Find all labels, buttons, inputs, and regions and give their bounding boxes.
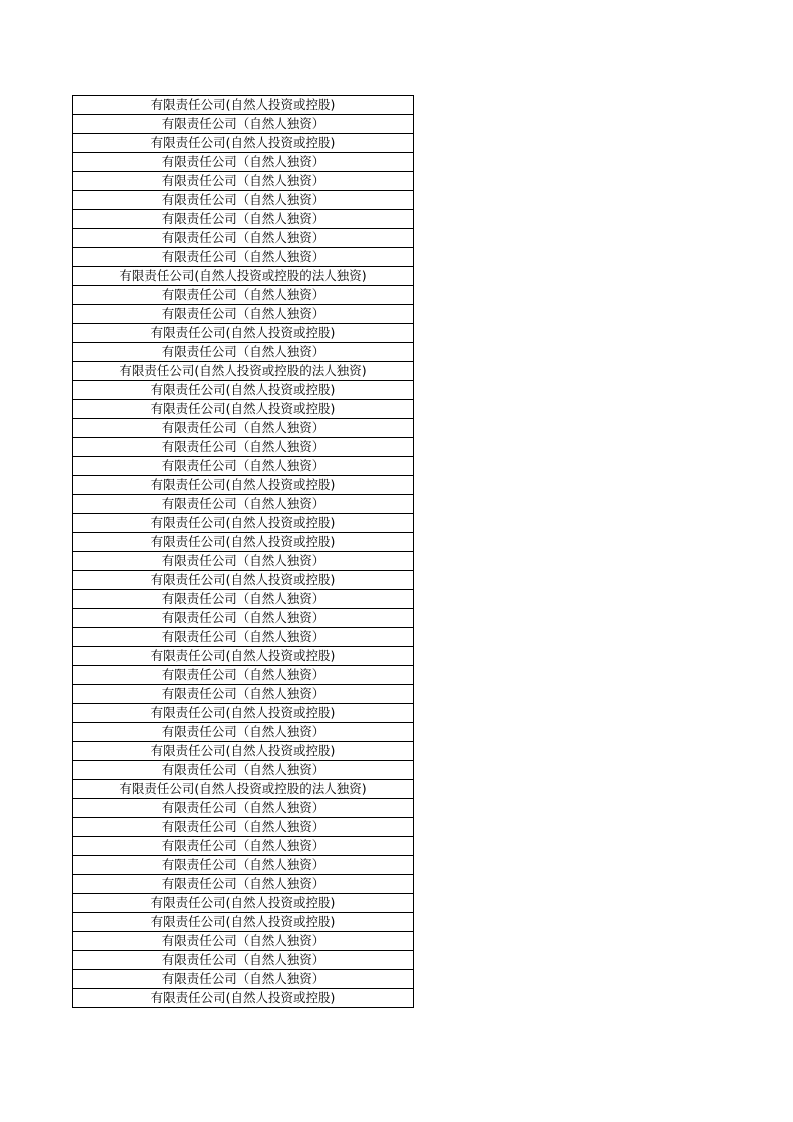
table-row: [73, 514, 414, 533]
company-type-cell[interactable]: 有限责任公司（自然人独资）: [73, 723, 414, 742]
table-row: [73, 343, 414, 362]
company-type-cell[interactable]: 有限责任公司（自然人独资）: [73, 248, 414, 267]
company-type-cell[interactable]: 有限责任公司(自然人投资或控股): [73, 989, 414, 1008]
company-type-cell[interactable]: 有限责任公司（自然人独资）: [73, 495, 414, 514]
company-type-cell[interactable]: 有限责任公司（自然人独资）: [73, 666, 414, 685]
table-row: [73, 932, 414, 951]
table-row: [73, 666, 414, 685]
table-row: [73, 115, 414, 134]
table-row: [73, 419, 414, 438]
company-type-cell[interactable]: 有限责任公司(自然人投资或控股): [73, 134, 414, 153]
company-type-cell[interactable]: 有限责任公司（自然人独资）: [73, 685, 414, 704]
table-row: [73, 134, 414, 153]
table-row: [73, 818, 414, 837]
company-type-cell[interactable]: 有限责任公司（自然人独资）: [73, 172, 414, 191]
company-type-cell[interactable]: 有限责任公司（自然人独资）: [73, 115, 414, 134]
company-type-cell[interactable]: 有限责任公司（自然人独资）: [73, 951, 414, 970]
company-type-cell[interactable]: 有限责任公司(自然人投资或控股): [73, 381, 414, 400]
table-row: [73, 172, 414, 191]
company-type-cell[interactable]: 有限责任公司（自然人独资）: [73, 818, 414, 837]
company-type-cell[interactable]: 有限责任公司(自然人投资或控股): [73, 704, 414, 723]
table-row: [73, 875, 414, 894]
table-row: [73, 495, 414, 514]
company-type-cell[interactable]: 有限责任公司（自然人独资）: [73, 343, 414, 362]
company-type-cell[interactable]: 有限责任公司（自然人独资）: [73, 628, 414, 647]
table-row: [73, 799, 414, 818]
table-row: [73, 267, 414, 286]
company-type-cell[interactable]: 有限责任公司（自然人独资）: [73, 210, 414, 229]
table-row: [73, 153, 414, 172]
table-row: [73, 590, 414, 609]
table-row: [73, 913, 414, 932]
table-row: [73, 647, 414, 666]
company-type-cell[interactable]: 有限责任公司（自然人独资）: [73, 153, 414, 172]
company-type-cell[interactable]: 有限责任公司（自然人独资）: [73, 875, 414, 894]
table-row: [73, 305, 414, 324]
company-type-cell[interactable]: 有限责任公司(自然人投资或控股): [73, 742, 414, 761]
company-type-cell[interactable]: 有限责任公司(自然人投资或控股的法人独资): [73, 362, 414, 381]
company-type-cell[interactable]: 有限责任公司(自然人投资或控股): [73, 514, 414, 533]
company-type-cell[interactable]: 有限责任公司(自然人投资或控股): [73, 647, 414, 666]
company-type-cell[interactable]: 有限责任公司(自然人投资或控股): [73, 324, 414, 343]
company-type-cell[interactable]: 有限责任公司（自然人独资）: [73, 799, 414, 818]
company-type-cell[interactable]: 有限责任公司（自然人独资）: [73, 191, 414, 210]
table-row: [73, 742, 414, 761]
company-type-cell[interactable]: 有限责任公司(自然人投资或控股的法人独资): [73, 267, 414, 286]
company-type-cell[interactable]: 有限责任公司(自然人投资或控股): [73, 894, 414, 913]
table-row: [73, 989, 414, 1008]
company-type-cell[interactable]: 有限责任公司（自然人独资）: [73, 609, 414, 628]
table-row: [73, 894, 414, 913]
table-row: [73, 438, 414, 457]
table-row: [73, 210, 414, 229]
company-type-cell[interactable]: 有限责任公司（自然人独资）: [73, 457, 414, 476]
company-type-cell[interactable]: 有限责任公司（自然人独资）: [73, 419, 414, 438]
table-row: [73, 609, 414, 628]
company-type-cell[interactable]: 有限责任公司（自然人独资）: [73, 932, 414, 951]
table-row: [73, 856, 414, 875]
table-row: [73, 628, 414, 647]
company-type-cell[interactable]: 有限责任公司（自然人独资）: [73, 590, 414, 609]
company-type-cell[interactable]: 有限责任公司(自然人投资或控股): [73, 571, 414, 590]
table-row: [73, 400, 414, 419]
table-row: [73, 723, 414, 742]
table-row: [73, 96, 414, 115]
company-type-cell[interactable]: 有限责任公司（自然人独资）: [73, 761, 414, 780]
table-row: [73, 362, 414, 381]
company-type-table-body: [73, 96, 414, 1008]
company-type-cell[interactable]: 有限责任公司（自然人独资）: [73, 856, 414, 875]
company-type-table: [72, 95, 414, 1008]
table-row: [73, 780, 414, 799]
table-row: [73, 571, 414, 590]
company-type-cell[interactable]: 有限责任公司(自然人投资或控股): [73, 533, 414, 552]
table-row: [73, 248, 414, 267]
company-type-cell[interactable]: 有限责任公司（自然人独资）: [73, 438, 414, 457]
company-type-cell[interactable]: 有限责任公司（自然人独资）: [73, 229, 414, 248]
table-row: [73, 286, 414, 305]
company-type-cell[interactable]: 有限责任公司(自然人投资或控股): [73, 400, 414, 419]
table-row: [73, 704, 414, 723]
company-type-cell[interactable]: 有限责任公司（自然人独资）: [73, 305, 414, 324]
table-row: [73, 324, 414, 343]
company-type-cell[interactable]: 有限责任公司(自然人投资或控股): [73, 913, 414, 932]
table-row: [73, 552, 414, 571]
company-type-cell[interactable]: 有限责任公司(自然人投资或控股): [73, 96, 414, 115]
company-type-cell[interactable]: 有限责任公司（自然人独资）: [73, 837, 414, 856]
table-row: [73, 951, 414, 970]
company-type-cell[interactable]: 有限责任公司（自然人独资）: [73, 286, 414, 305]
company-type-cell[interactable]: 有限责任公司（自然人独资）: [73, 552, 414, 571]
table-row: [73, 837, 414, 856]
table-row: [73, 761, 414, 780]
company-type-cell[interactable]: 有限责任公司(自然人投资或控股): [73, 476, 414, 495]
table-row: [73, 457, 414, 476]
table-row: [73, 476, 414, 495]
table-row: [73, 191, 414, 210]
table-row: [73, 970, 414, 989]
company-type-cell[interactable]: 有限责任公司(自然人投资或控股的法人独资): [73, 780, 414, 799]
table-row: [73, 533, 414, 552]
table-row: [73, 229, 414, 248]
table-row: [73, 685, 414, 704]
company-type-cell[interactable]: 有限责任公司（自然人独资）: [73, 970, 414, 989]
table-row: [73, 381, 414, 400]
